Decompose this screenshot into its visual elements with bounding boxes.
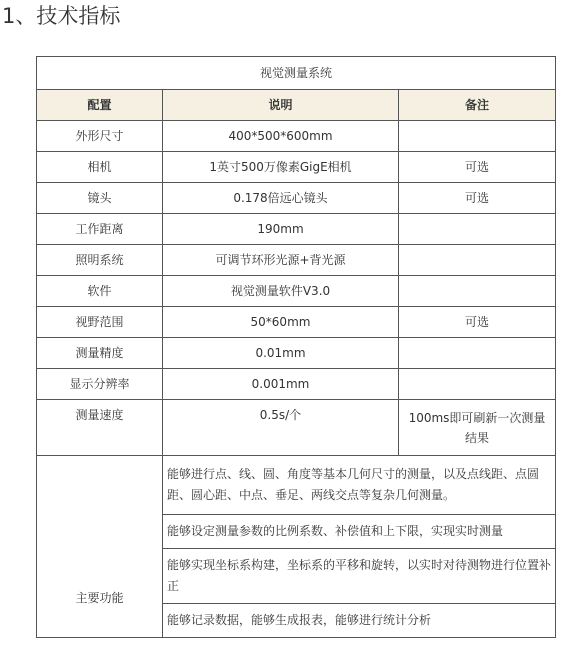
row-remarks [399,276,556,307]
row-remarks: 可选 [399,152,556,183]
row-config: 工作距离 [37,214,163,245]
row-description: 1英寸500万像素GigE相机 [163,152,399,183]
table-row [37,276,556,307]
table-row [37,152,556,183]
feature-item: 能够记录数据，能够生成报表，能够进行统计分析 [163,604,556,638]
row-description: 0.178倍远心镜头 [163,183,399,214]
row-config: 视野范围 [37,307,163,338]
row-remarks [399,214,556,245]
table-title-row [37,57,556,90]
table-header-row [37,90,556,121]
row-remarks [399,369,556,400]
row-config: 测量速度 [37,400,163,456]
table-row [37,307,556,338]
row-remarks [399,338,556,369]
row-description: 可调节环形光源+背光源 [163,245,399,276]
spec-table [36,56,556,638]
row-description: 400*500*600mm [163,121,399,152]
row-remarks [399,245,556,276]
row-remarks: 100ms即可刷新一次测量结果 [399,400,556,456]
row-remarks: 可选 [399,183,556,214]
table-row [37,245,556,276]
table-row [37,183,556,214]
row-config: 显示分辨率 [37,369,163,400]
row-config: 相机 [37,152,163,183]
row-description: 0.5s/个 [163,400,399,456]
header-remarks: 备注 [399,90,556,121]
header-description: 说明 [163,90,399,121]
feature-item: 能够设定测量参数的比例系数、补偿值和上下限，实现实时测量 [163,515,556,549]
row-remarks [399,121,556,152]
header-config: 配置 [37,90,163,121]
section-heading: 1、技术指标 [2,4,121,28]
row-remarks: 可选 [399,307,556,338]
table-row [37,121,556,152]
row-description: 0.01mm [163,338,399,369]
features-label: 主要功能 [37,456,163,638]
features-row [37,456,556,515]
row-description: 0.001mm [163,369,399,400]
row-config: 外形尺寸 [37,121,163,152]
row-config: 照明系统 [37,245,163,276]
row-config: 镜头 [37,183,163,214]
table-row [37,338,556,369]
table-row [37,214,556,245]
table-title: 视觉测量系统 [37,57,556,90]
row-description: 50*60mm [163,307,399,338]
row-config: 软件 [37,276,163,307]
row-description: 190mm [163,214,399,245]
feature-item: 能够进行点、线、圆、角度等基本几何尺寸的测量，以及点线距、点圆距、圆心距、中点、垂足、两线交点等复杂几何测量。 [163,456,556,515]
row-description: 视觉测量软件V3.0 [163,276,399,307]
feature-item: 能够实现坐标系构建，坐标系的平移和旋转，以实时对待测物进行位置补正 [163,549,556,604]
table-row [37,369,556,400]
table-row [37,400,556,456]
row-config: 测量精度 [37,338,163,369]
